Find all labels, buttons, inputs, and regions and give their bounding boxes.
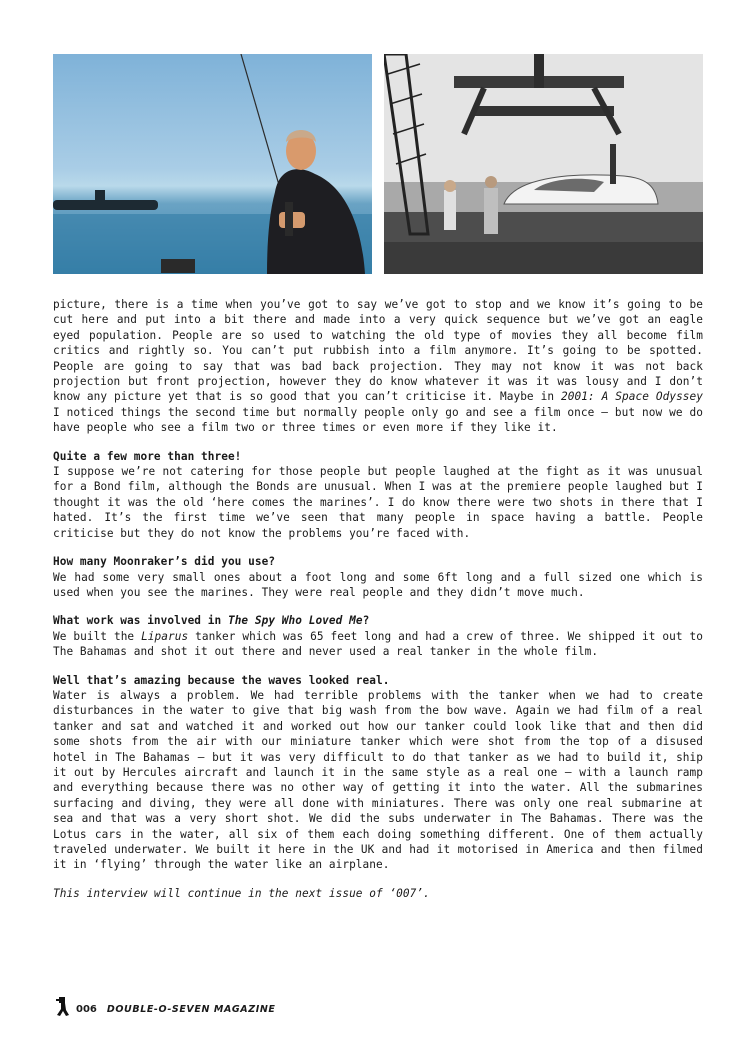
article-body bbox=[53, 297, 703, 901]
closing-note: This interview will continue in the next issue of ‘007’. bbox=[53, 886, 430, 900]
photo-lotus-submarine-car-on-dock bbox=[384, 54, 703, 274]
question-waves-real: Well that’s amazing because the waves looked real. bbox=[53, 673, 390, 687]
answer-moonrakers: We had some very small ones about a foot long and some 6ft long and a full sized one which is used when you see the marines. They were real people and they didn’t move much. bbox=[53, 570, 703, 599]
photo-diver-with-submarine bbox=[53, 54, 372, 274]
page-number: 006 bbox=[76, 1003, 97, 1015]
007-gun-logo-icon bbox=[53, 995, 75, 1017]
answer-waves-real: Water is always a problem. We had terrible problems with the tanker when we had to create disturbances in the water to give that big wash from the bow wave. Again we had film of a real tanker and sat and watched it and worked out how our tanker could look like that and then did some shots from the air with our miniature tanker which were shot from the top of a disused hotel in The Bahamas – but it was very difficult to do that tanker as we had to build it, ship it out by Hercules aircraft and launch it in the same style as a real one – with a launch ramp and everything because there was no other way of getting it into the water. All the submarines surfacing and diving, they were all done with miniatures. There was only one real submarine at sea and that was a very short shot. We did the subs underwater in The Bahamas. There was the Lotus cars in the water, all six of them each doing something different. One of them actually traveled underwater. We built it here in the UK and had it motorised in America and then filmed it in ‘flying’ through the water like an airplane. bbox=[53, 688, 703, 872]
answer-more-than-three: I suppose we’re not catering for those people but people laughed at the fight as it was unusual for a Bond film, although the Bonds are unusual. When I was at the premiere people laughed but I thought it was the old ‘here comes the marines’. I do know there were two shots in there that I hated. It’s the first time we’ve seen that many people in space having a battle. People criticise but they do not know the problems you’re faced with. bbox=[53, 465, 703, 540]
ship-name-liparus: Liparus bbox=[141, 629, 189, 643]
magazine-name: DOUBLE-O-SEVEN MAGAZINE bbox=[106, 1003, 276, 1015]
question-spy-who-loved-me: What work was involved in The Spy Who Loved Me? bbox=[53, 614, 370, 628]
answer-spy-who-loved-me: We built the Liparus tanker which was 65 feet long and had a crew of three. We shipped it out to The Bahamas and shot it out there and never used a real tanker in the whole film. bbox=[53, 629, 703, 659]
photo-row bbox=[53, 54, 703, 274]
question-more-than-three: Quite a few more than three! bbox=[53, 449, 242, 463]
film-title-spy: The Spy Who Loved Me bbox=[227, 614, 363, 628]
paragraph-intro: picture, there is a time when you’ve got to say we’ve got to stop and we know it’s going to be cut here and put into a bit there and made into a very quick sequence but we’ve got an eagle eyed population. People are so used to watching the old type of movies they all become film critics and rightly so. You can’t put rubbish into a film anymore. It’s going to be spotted. People are going to say that was bad back projection. They may not know it was not back projection but front projection, however they do know whatever it was it was lousy and I don’t know any picture yet that is so good that you can’t criticise it. Maybe in 2001: A Space Odyssey I noticed things the second time but normally people only go and see a film once – but now we do have people who see a film two or three times or even more if they like it. bbox=[53, 298, 703, 435]
question-moonrakers: How many Moonraker’s did you use? bbox=[53, 555, 276, 569]
page-footer bbox=[53, 995, 453, 1017]
film-title-2001: 2001: A Space Odyssey bbox=[561, 390, 703, 404]
